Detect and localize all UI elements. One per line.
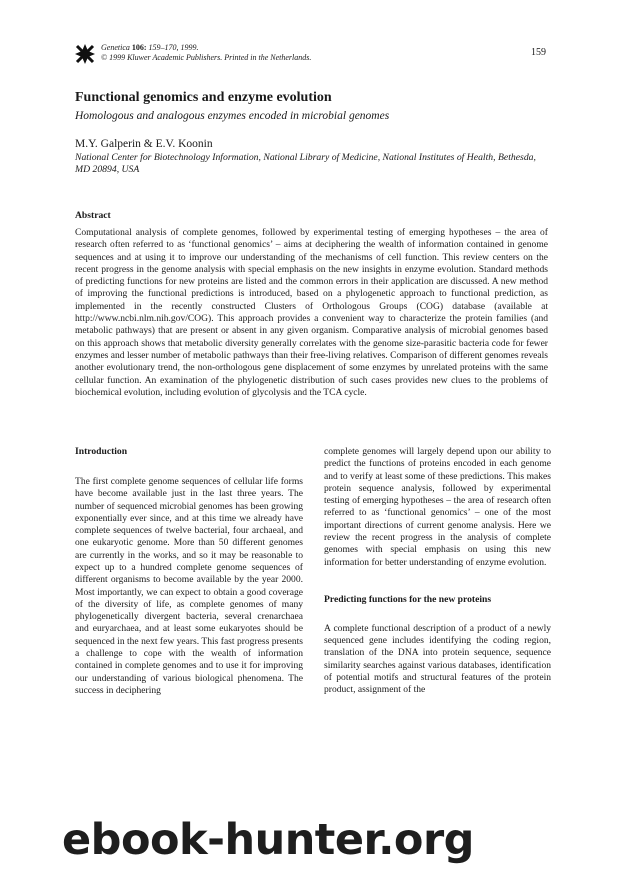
article-subtitle: Homologous and analogous enzymes encoded in microbial genomes — [75, 110, 390, 122]
citation-line — [101, 43, 311, 53]
introduction-heading: Introduction — [75, 446, 128, 457]
right-column — [324, 446, 551, 697]
predicting-functions-text: A complete functional description of a product of a newly sequenced gene includes identifying the coding region, translation of the DNA into protein sequence, sequence similarity searches against various databases, identification of potential motifs and structural features of the protein product, assignment of the — [324, 622, 551, 696]
page-number: 159 — [531, 47, 546, 58]
abstract-text: Computational analysis of complete genomes, followed by experimental testing of emerging hypotheses – the area of research often referred to as ‘functional genomics’ – aims at deciphering the wealth of information contained in genome sequences and at using it to improve our understanding of the mechanisms of cell function. This review centers on the recent progress in the genome analysis with special emphasis on the new insights in enzyme evolution. Standard methods of predicting functions for new proteins are listed and the common errors in their application are discussed. A new method of improving the functional predictions is introduced, based on a phylogenetic approach to functional prediction, as implemented in the recently constructed Clusters of Orthologous Groups (COG) database (available at http://www.ncbi.nlm.nih.gov/COG). This approach provides a convenient way to characterize the protein families (and metabolic pathways) that are present or absent in any given organism. Comparative analysis of microbial genomes based on this approach shows that metabolic diversity generally correlates with the genome size-parasitic bacteria code for fewer enzymes and lesser number of metabolic pathways than their free-living relatives. Comparison of different genomes reveals another evolutionary trend, the non-orthologous gene displacement of some enzymes by unrelated proteins with the same cellular function. An examination of the phylogenetic distribution of such cases provides new clues to the problems of biochemical evolution, including evolution of glycolysis and the TCA cycle. — [75, 227, 548, 398]
introduction-text: The first complete genome sequences of cellular life forms have become available just in the last three years. The number of sequenced microbial genomes has been growing exponentially ever since, and at this time we already have complete sequences of twelve bacterial, four archaeal, and one eukaryotic genome. More than 50 different genomes are currently in the works, and so it may be reasonable to expect up to a hundred complete genome sequences of different organisms to become available by the year 2000. Most importantly, we can expect to obtain a good coverage of the diversity of life, as complete genomes of many phylogenetically divergent bacteria, several crenarchaea and euryarchaea, and at least some eukaryotes should be sequenced in the next few years. This fast progress presents a challenge to cope with the wealth of information contained in complete genomes and to use it for improving our understanding of various biological phenomena. The success in deciphering — [75, 476, 303, 696]
watermark-text: ebook-hunter.org — [62, 815, 474, 865]
article-authors: M.Y. Galperin & E.V. Koonin — [75, 138, 213, 150]
abstract-heading: Abstract — [75, 210, 111, 221]
journal-volume: 106: — [131, 43, 147, 52]
predicting-functions-heading: Predicting functions for the new proteins — [324, 593, 492, 605]
author-affiliation: National Center for Biotechnology Information, National Library of Medicine, National Institutes of Health, Bethesda, MD 20894, USA — [75, 152, 536, 175]
left-column — [75, 446, 303, 697]
journal-info — [101, 43, 311, 63]
article-title: Functional genomics and enzyme evolution — [75, 90, 332, 105]
journal-name: Genetica — [101, 43, 130, 52]
journal-pages-year: 159–170, 1999. — [148, 43, 199, 52]
publisher-logo-icon — [75, 44, 95, 64]
copyright-line: © 1999 Kluwer Academic Publishers. Printed in the Netherlands. — [101, 53, 312, 62]
introduction-continuation: complete genomes will largely depend upon our ability to predict the functions of proteins encoded in each genome and to verify at least some of these predictions. This makes protein sequence analysis, followed by experimental testing of emerging hypotheses – the area of research often referred to as ‘functional genomics’ – one of the most important directions of current genome analysis. Here we review the recent progress in the analysis of complete genomes with special emphasis on using this new information for better understanding of enzyme evolution. — [324, 446, 551, 568]
